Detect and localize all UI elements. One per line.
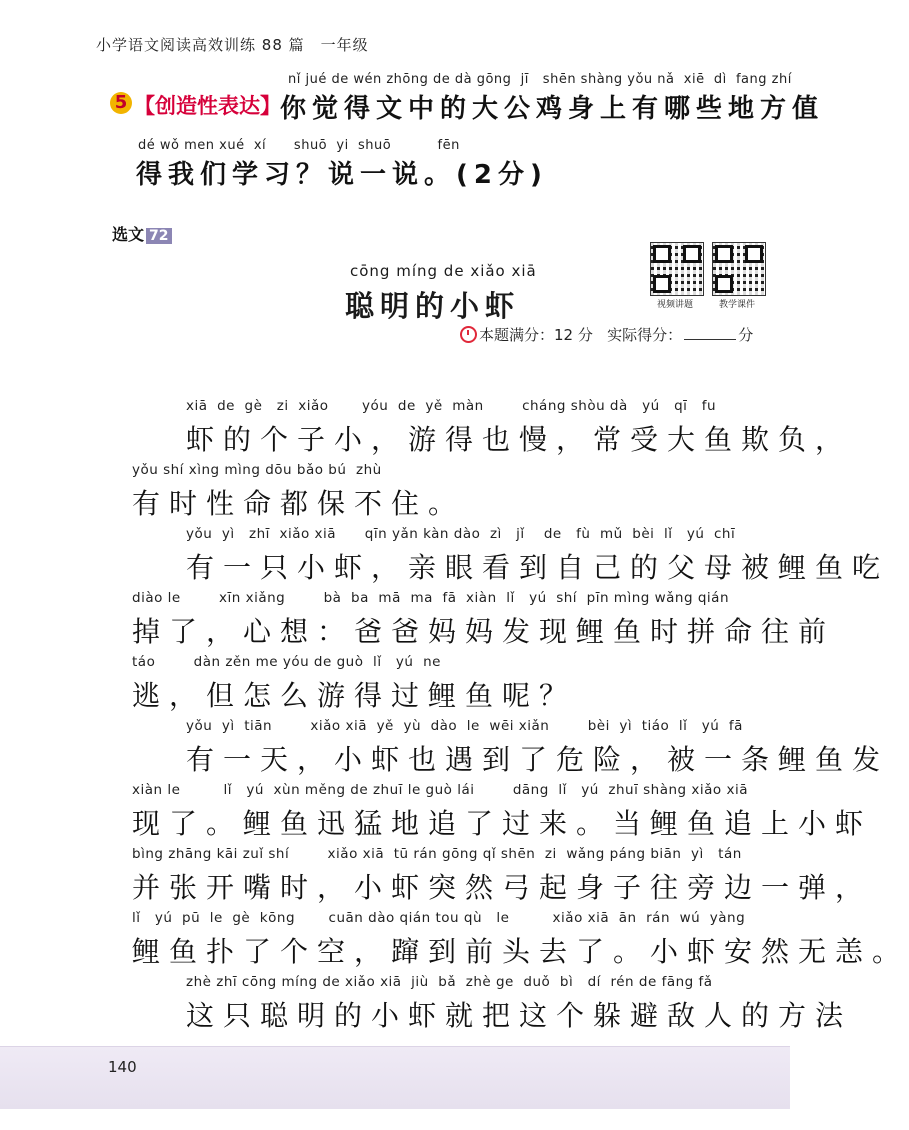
passage-text: 有时性命都保不住。 xyxy=(132,487,466,520)
book-header: 小学语文阅读高效训练 88 篇 一年级 xyxy=(96,36,369,54)
passage-line xyxy=(132,590,835,650)
passage-pinyin: yǒu yì tiān xiǎo xiā yě yù dào le wēi xiǎn bèi yì tiáo lǐ yú fā xyxy=(186,718,743,734)
passage-line xyxy=(132,846,872,906)
passage-text: 有一只小虾，亲眼看到自己的父母被鲤鱼吃 xyxy=(186,551,890,584)
qr-code-courseware[interactable] xyxy=(712,242,766,296)
passage-pinyin: xiā de gè zi xiǎo yóu de yě màn cháng shòu dà yú qī fu xyxy=(186,398,717,414)
passage-text: 并张开嘴时，小虾突然弓起身子往旁边一弹， xyxy=(132,871,873,904)
question-line-1 xyxy=(110,72,825,138)
question-tag: 【创造性表达】 xyxy=(134,94,281,118)
question-5 xyxy=(110,72,825,204)
question-text-2: 得我们学习？说一说。(2分) xyxy=(136,160,548,190)
footer-band xyxy=(0,1046,790,1109)
score-unit: 分 xyxy=(738,326,754,344)
score-line xyxy=(460,324,753,345)
passage-text: 这只聪明的小虾就把这个躲避敌人的方法 xyxy=(186,999,853,1032)
passage-line xyxy=(132,462,465,522)
question-number: 5 xyxy=(110,92,132,114)
question-line-2 xyxy=(110,138,770,204)
passage-line xyxy=(186,974,852,1034)
actual-score-blank[interactable] xyxy=(684,339,736,340)
passage-pinyin: yǒu yì zhī xiǎo xiā qīn yǎn kàn dào zì jǐ de fù mǔ bèi lǐ yú chī xyxy=(186,526,736,542)
qr-label-video: 视频讲题 xyxy=(657,300,694,310)
passage-pinyin: lǐ yú pū le gè kōng cuān dào qián tou qù le xiǎo xiā ān rán wú yàng xyxy=(132,910,746,926)
passage-title: 聪明的小虾 xyxy=(345,289,521,323)
passage-line xyxy=(186,718,889,778)
title-pinyin: cōng míng de xiǎo xiā xyxy=(350,262,537,280)
passage-text: 虾的个子小，游得也慢，常受大鱼欺负， xyxy=(186,423,853,456)
passage-pinyin: táo dàn zěn me yóu de guò lǐ yú ne xyxy=(132,654,441,670)
selection-label xyxy=(112,222,172,245)
passage-line xyxy=(186,398,852,458)
selection-number: 72 xyxy=(146,228,171,244)
selection-label-text: 选文 xyxy=(112,225,145,244)
passage-pinyin: yǒu shí xìng mìng dōu bǎo bú zhù xyxy=(132,462,382,478)
passage-text: 掉了，心想：爸爸妈妈发现鲤鱼时拼命往前 xyxy=(132,615,836,648)
passage-pinyin: xiàn le lǐ yú xùn měng de zhuī le guò lái dāng lǐ yú zhuī shàng xiǎo xiā xyxy=(132,782,748,798)
passage-text: 有一天，小虾也遇到了危险，被一条鲤鱼发 xyxy=(186,743,890,776)
qr-code-video[interactable] xyxy=(650,242,704,296)
passage-line xyxy=(132,910,909,970)
question-pinyin-1: nǐ jué de wén zhōng de dà gōng jī shēn shàng yǒu nǎ xiē dì fang zhí xyxy=(288,72,792,87)
question-pinyin-2: dé wǒ men xué xí shuō yi shuō fēn xyxy=(138,138,460,153)
passage-line xyxy=(186,526,889,586)
passage-pinyin: diào le xīn xiǎng bà ba mā ma fā xiàn lǐ yú shí pīn mìng wǎng qián xyxy=(132,590,729,606)
passage-text: 现了。鲤鱼迅猛地追了过来。当鲤鱼追上小虾 xyxy=(132,807,873,840)
qr-label-courseware: 教学课件 xyxy=(719,300,756,310)
actual-score-label: 实际得分： xyxy=(607,326,683,344)
passage-pinyin: bìng zhāng kāi zuǐ shí xiǎo xiā tū rán gōng qǐ shēn zi wǎng páng biān yì tán xyxy=(132,846,742,862)
passage-line xyxy=(132,654,576,714)
passage-text: 鲤鱼扑了个空，蹿到前头去了。小虾安然无恙。 xyxy=(132,935,909,968)
passage-text: 逃，但怎么游得过鲤鱼呢？ xyxy=(132,679,577,712)
question-text-1: 你觉得文中的大公鸡身上有哪些地方值 xyxy=(280,94,825,124)
full-score: 本题满分：12 分 xyxy=(479,326,593,344)
page-number: 140 xyxy=(108,1058,137,1076)
clock-icon xyxy=(460,326,477,343)
passage-line xyxy=(132,782,872,842)
passage-pinyin: zhè zhī cōng míng de xiǎo xiā jiù bǎ zhè ge duǒ bì dí rén de fāng fǎ xyxy=(186,974,713,990)
